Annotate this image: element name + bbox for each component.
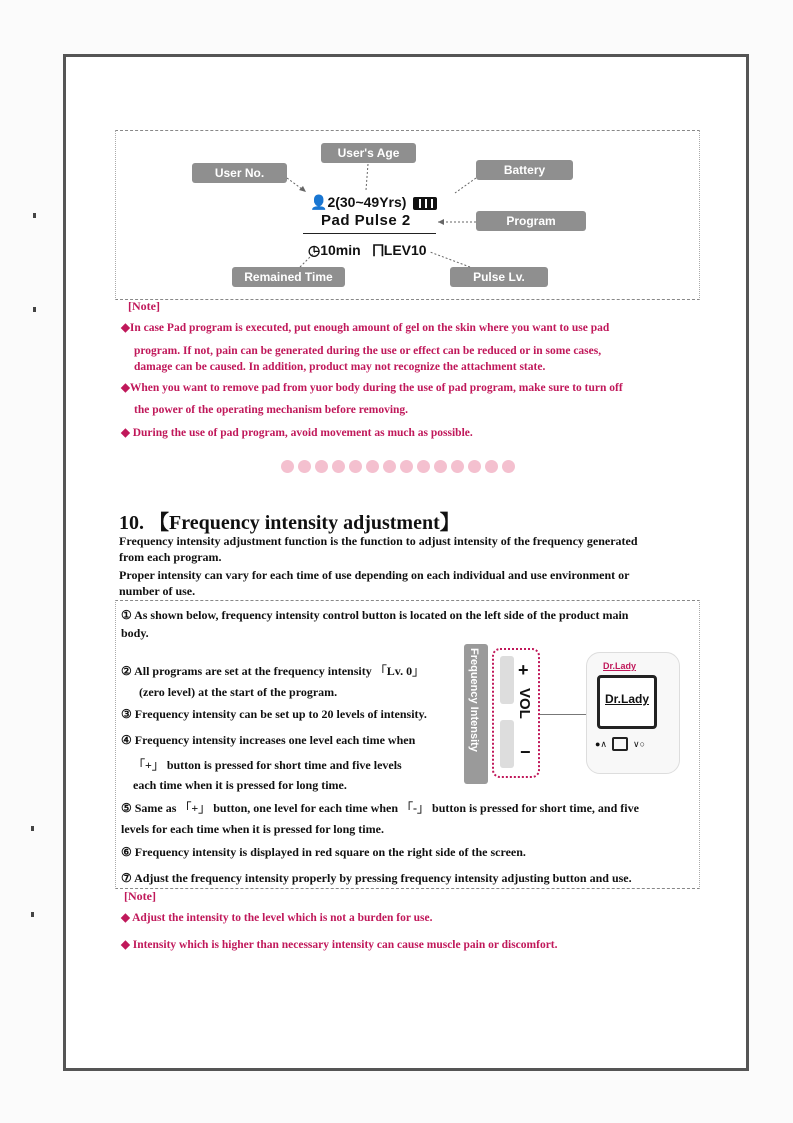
connector-lines	[0, 0, 793, 320]
diamond-icon: ◆	[121, 322, 130, 334]
scan-mark	[31, 826, 34, 831]
note2-bullet: ◆ Adjust the intensity to the level which is not a burden for use.	[121, 912, 433, 924]
down-icon: ∨○	[633, 738, 646, 749]
volume-button-highlight	[492, 648, 540, 778]
note2-bullet: ◆ Intensity which is higher than necessary intensity can cause muscle pain or discomfort.	[121, 939, 558, 951]
note-bullet-cont: damage can be caused. In addition, product may not recognize the attachment state.	[134, 361, 546, 373]
plus-symbol: +	[518, 660, 529, 680]
battery-icon	[413, 197, 437, 210]
note-bullet-cont: the power of the operating mechanism before removing.	[134, 404, 409, 416]
device-body	[586, 652, 680, 774]
note-bullet: ◆When you want to remove pad from yuor body during the use of pad program, make sure to turn off	[121, 382, 623, 394]
label-users-age: User's Age	[321, 143, 416, 163]
step-4-cont: 「+」 button is pressed for short time and five levels	[133, 758, 402, 772]
screen-program: Pad Pulse 2	[321, 212, 411, 229]
screen-line-age: 👤2(30~49Yrs)	[310, 194, 437, 211]
step-2: ② All programs are set at the frequency intensity 「Lv. 0」	[121, 664, 425, 678]
label-pulse-lv: Pulse Lv.	[450, 267, 548, 287]
device-brand-top: Dr.Lady	[603, 661, 637, 671]
step-1: ① As shown below, frequency intensity control button is located on the left side of the product main	[121, 608, 629, 622]
step-5: ⑤ Same as 「+」 button, one level for each time when 「-」 button is pressed for short time, and five	[121, 801, 639, 815]
dot-separator	[281, 460, 515, 473]
minus-symbol: −	[520, 742, 531, 762]
section-heading: 10. 【Frequency intensity adjustment】	[119, 512, 460, 534]
vol-label: VOL	[516, 688, 533, 719]
label-program: Program	[476, 211, 586, 231]
device-buttons	[595, 737, 669, 751]
clock-icon: ◷	[308, 242, 321, 258]
step-7: ⑦ Adjust the frequency intensity properly by pressing frequency intensity adjusting button and use.	[121, 871, 632, 885]
label-remained-time: Remained Time	[232, 267, 345, 287]
label-battery: Battery	[476, 160, 573, 180]
frequency-intensity-tag	[464, 644, 488, 784]
frequency-intensity-label: Frequency Intensity	[468, 648, 480, 752]
step-6: ⑥ Frequency intensity is displayed in red square on the right side of the screen.	[121, 845, 526, 859]
scan-mark	[31, 912, 34, 917]
pointer-line	[540, 714, 588, 715]
step-4: ④ Frequency intensity increases one level each time when	[121, 733, 416, 747]
step-2-cont: (zero level) at the start of the program.	[139, 685, 338, 699]
note-bullet-cont: program. If not, pain can be generated during the use or effect can be reduced or in some cases,	[134, 345, 602, 357]
intro-line: Frequency intensity adjustment function is the function to adjust intensity of the frequency generated	[119, 534, 638, 548]
intro-line: number of use.	[119, 584, 196, 598]
plus-button[interactable]	[500, 656, 514, 704]
note-title: [Note]	[128, 299, 160, 313]
label-user-no: User No.	[192, 163, 287, 183]
intro-line: from each program.	[119, 550, 222, 564]
step-5-cont: levels for each time when it is pressed for long time.	[121, 822, 384, 836]
diamond-icon: ◆	[121, 382, 130, 394]
step-1-cont: body.	[121, 626, 149, 640]
step-3: ③ Frequency intensity can be set up to 20 levels of intensity.	[121, 707, 427, 721]
power-button[interactable]	[612, 737, 628, 751]
screen-status-row: ◷10min ⨅LEV10	[308, 242, 427, 258]
diamond-icon: ◆	[121, 939, 130, 951]
pulse-icon: ⨅	[372, 242, 384, 258]
note-bullet: ◆ During the use of pad program, avoid movement as much as possible.	[121, 427, 473, 439]
note2-title: [Note]	[124, 889, 156, 903]
diamond-icon: ◆	[121, 912, 130, 924]
minus-button[interactable]	[500, 720, 514, 768]
device-screen	[597, 675, 657, 729]
intro-line: Proper intensity can vary for each time of use depending on each individual and use environment or	[119, 568, 630, 582]
screen-divider	[303, 233, 436, 234]
mode-icon: ●∧	[595, 738, 608, 749]
diamond-icon: ◆	[121, 427, 130, 439]
note-bullet: ◆In case Pad program is executed, put enough amount of gel on the skin where you want to use pad	[121, 322, 610, 334]
user-icon: 👤	[310, 194, 328, 210]
step-4-cont: each time when it is pressed for long time.	[133, 778, 347, 792]
device-screen-brand: Dr.Lady	[605, 692, 650, 706]
